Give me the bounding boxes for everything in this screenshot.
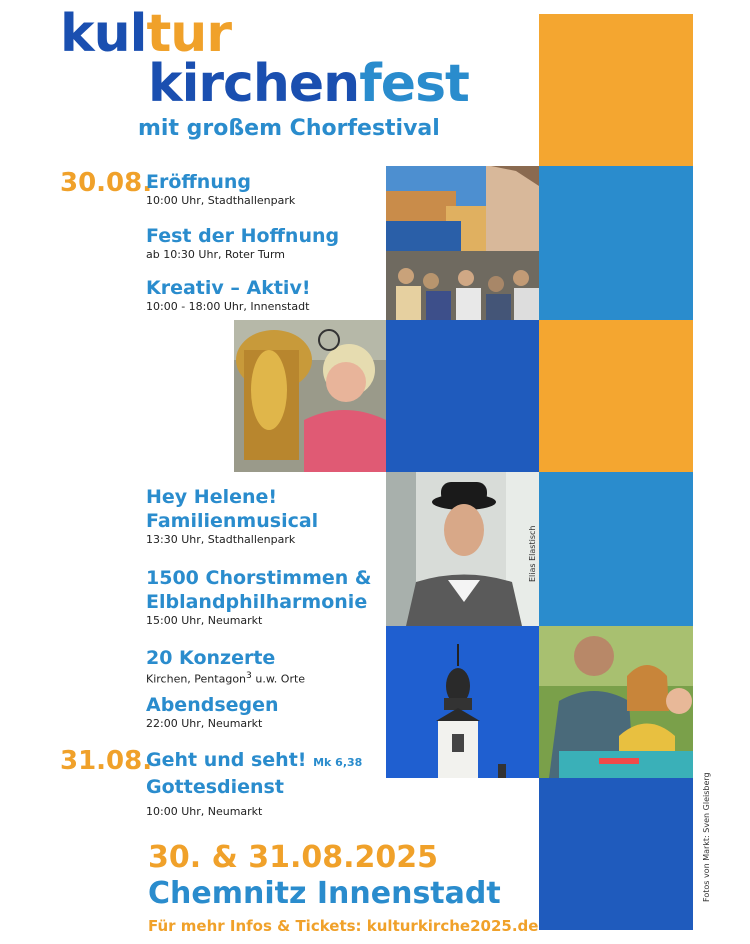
event-title-line1: Geht und seht! Mk 6,38 (146, 749, 363, 771)
date-day2: 31.08. (60, 746, 153, 776)
event-title: Abendsegen (146, 694, 279, 716)
event-title: Kreativ – Aktiv! (146, 277, 311, 299)
event-kreativ-aktiv (146, 276, 311, 313)
blue-block-1 (539, 166, 693, 320)
event-abendsegen (146, 693, 279, 730)
date-day1: 30.08. (60, 168, 153, 198)
orange-block-2 (539, 320, 693, 472)
subtitle: mit großem Chorfestival (138, 116, 440, 141)
event-20-konzerte (146, 646, 305, 686)
event-info: Kirchen, Pentagon$^3$ u.w. Orte (146, 670, 306, 686)
event-hey-helene (146, 485, 318, 546)
bible-reference: Mk 6,38 (313, 756, 363, 769)
event-info: 13:30 Uhr, Stadthallenpark (146, 533, 296, 546)
event-title-line1: Hey Helene! (146, 486, 278, 508)
footer-info: Für mehr Infos & Tickets: kulturkirche2025.de (148, 917, 539, 935)
photo-family-drawing (539, 626, 693, 778)
photo-church-tower (386, 626, 539, 778)
event-fest-der-hoffnung (146, 224, 339, 261)
event-info: ab 10:30 Uhr, Roter Turm (146, 248, 285, 261)
event-title: 20 Konzerte (146, 647, 276, 669)
orange-block-top (539, 14, 693, 166)
event-info: 10:00 Uhr, Neumarkt (146, 805, 263, 818)
photo-credit-main: Fotos von Markt: Sven Gleisberg (702, 772, 711, 902)
blue-block-2 (539, 472, 693, 626)
event-title: Eröffnung (146, 171, 251, 193)
event-title-line2: Elblandphilharmonie (146, 591, 368, 613)
event-info: 10:00 Uhr, Stadthallenpark (146, 194, 296, 207)
footer-dates: 30. & 31.08.2025 (148, 840, 438, 875)
photo-credit-1: Elias Elastisch (528, 525, 537, 582)
darkblue-block-1 (386, 320, 539, 472)
logo-kirchenfest: kirchenfest (148, 54, 469, 114)
event-title-line2: Gottesdienst (146, 776, 284, 798)
photo-market-square (386, 166, 539, 320)
darkblue-block-bottom (539, 778, 693, 930)
logo-kultur: kultur (60, 4, 231, 64)
event-chorstimmen (146, 566, 372, 627)
event-gottesdienst (146, 748, 362, 818)
event-title-line1: 1500 Chorstimmen & (146, 567, 372, 589)
event-title: Fest der Hoffnung (146, 225, 340, 247)
photo-tuba-player (234, 320, 386, 472)
footer-place: Chemnitz Innenstadt (148, 876, 501, 911)
event-title-line2: Familienmusical (146, 510, 319, 532)
event-info: 10:00 - 18:00 Uhr, Innenstadt (146, 300, 310, 313)
photo-musical-actor (386, 472, 539, 626)
event-info: 15:00 Uhr, Neumarkt (146, 614, 263, 627)
event-eroeffnung (146, 170, 295, 207)
event-info: 22:00 Uhr, Neumarkt (146, 717, 263, 730)
